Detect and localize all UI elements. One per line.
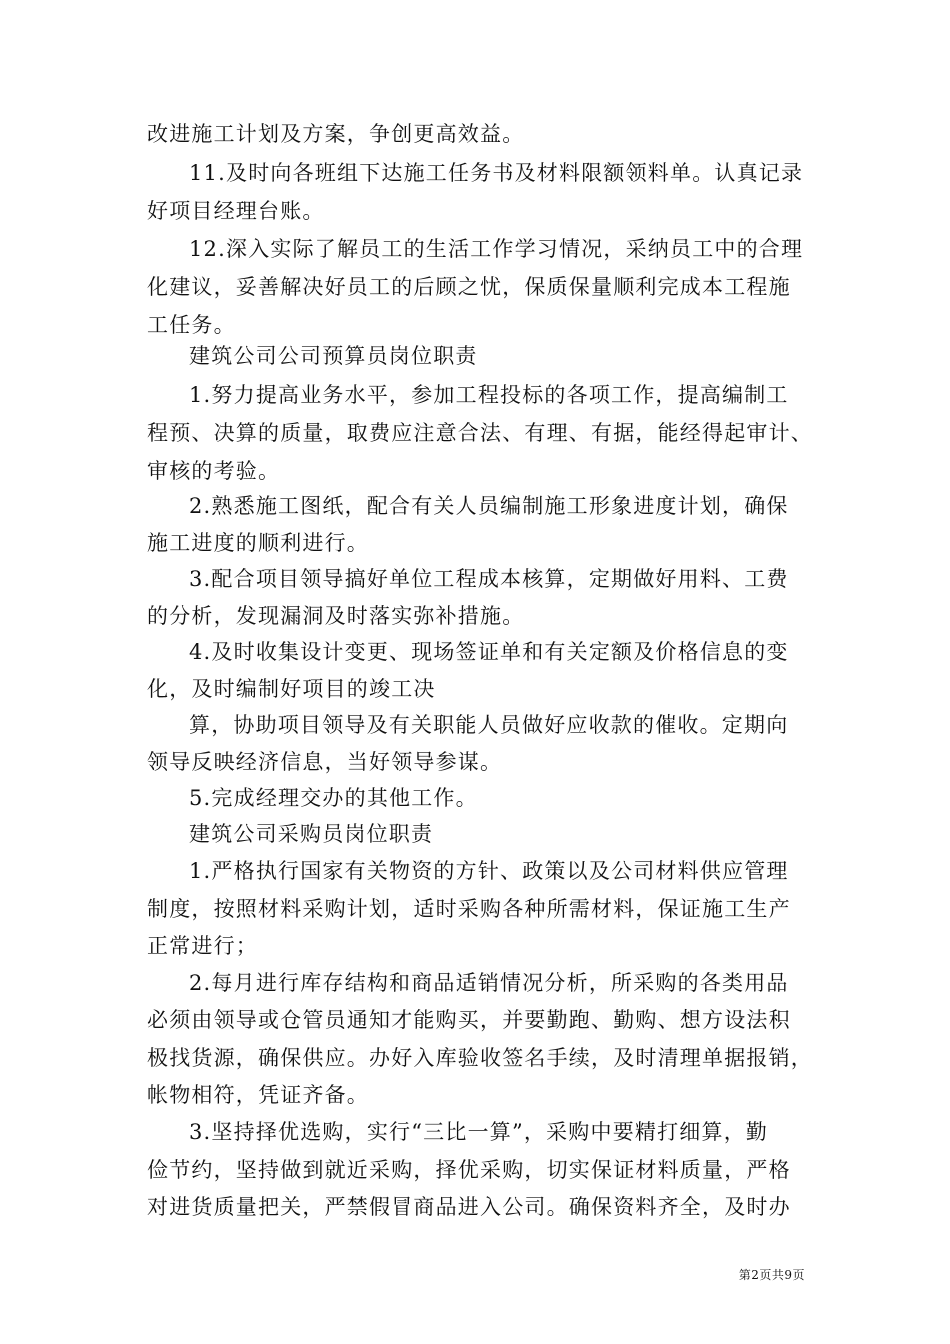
text-line: 的分析，发现漏洞及时落实弥补措施。: [147, 604, 525, 628]
text-line: 极找货源，确保供应。办好入库验收签名手续，及时清理单据报销，: [147, 1046, 813, 1070]
text-line: 12.深入实际了解员工的生活工作学习情况，采纳员工中的合理: [189, 237, 804, 261]
text-line: 2.每月进行库存结构和商品适销情况分析，所采购的各类用品: [189, 971, 789, 995]
text-line: 制度，按照材料采购计划，适时采购各种所需材料，保证施工生产: [147, 897, 791, 921]
text-line: 必须由领导或仓管员通知才能购买，并要勤跑、勤购、想方设法积: [147, 1008, 791, 1032]
text-line: 改进施工计划及方案，争创更高效益。: [147, 122, 525, 146]
text-line: 2.熟悉施工图纸，配合有关人员编制施工形象进度计划，确保: [189, 494, 789, 518]
text-line: 审核的考验。: [147, 459, 281, 483]
text-line: 正常进行；: [147, 934, 258, 958]
text-line: 工任务。: [147, 313, 236, 337]
text-line: 俭节约，坚持做到就近采购，择优采购，切实保证材料质量，严格: [147, 1158, 791, 1182]
text-line: 4.及时收集设计变更、现场签证单和有关定额及价格信息的变: [189, 640, 789, 664]
section-heading: 建筑公司公司预算员岗位职责: [189, 344, 478, 368]
page-number: 第2页共9页: [738, 1268, 805, 1282]
text-line: 11.及时向各班组下达施工任务书及材料限额领料单。认真记录: [189, 161, 804, 185]
text-line: 对进货质量把关，严禁假冒商品进入公司。确保资料齐全，及时办: [147, 1195, 791, 1219]
text-line: 施工进度的顺利进行。: [147, 531, 369, 555]
text-line: 1.严格执行国家有关物资的方针、政策以及公司材料供应管理: [189, 859, 789, 883]
text-line: 5.完成经理交办的其他工作。: [189, 786, 478, 810]
text-line: 帐物相符，凭证齐备。: [147, 1083, 369, 1107]
text-line: 程预、决算的质量，取费应注意合法、有理、有据，能经得起审计、: [147, 421, 813, 445]
text-line: 化建议，妥善解决好员工的后顾之忧，保质保量顺利完成本工程施: [147, 275, 791, 299]
text-line: 算，协助项目领导及有关职能人员做好应收款的催收。定期向: [189, 713, 789, 737]
text-line: 3.坚持择优选购，实行“三比一算”，采购中要精打细算，勤: [189, 1120, 769, 1144]
text-line: 好项目经理台账。: [147, 199, 325, 223]
text-line: 3.配合项目领导搞好单位工程成本核算，定期做好用料、工费: [189, 567, 789, 591]
text-line: 领导反映经济信息，当好领导参谋。: [147, 750, 503, 774]
section-heading: 建筑公司采购员岗位职责: [189, 822, 434, 846]
text-line: 1.努力提高业务水平，参加工程投标的各项工作，提高编制工: [189, 383, 789, 407]
text-line: 化，及时编制好项目的竣工决: [147, 677, 436, 701]
